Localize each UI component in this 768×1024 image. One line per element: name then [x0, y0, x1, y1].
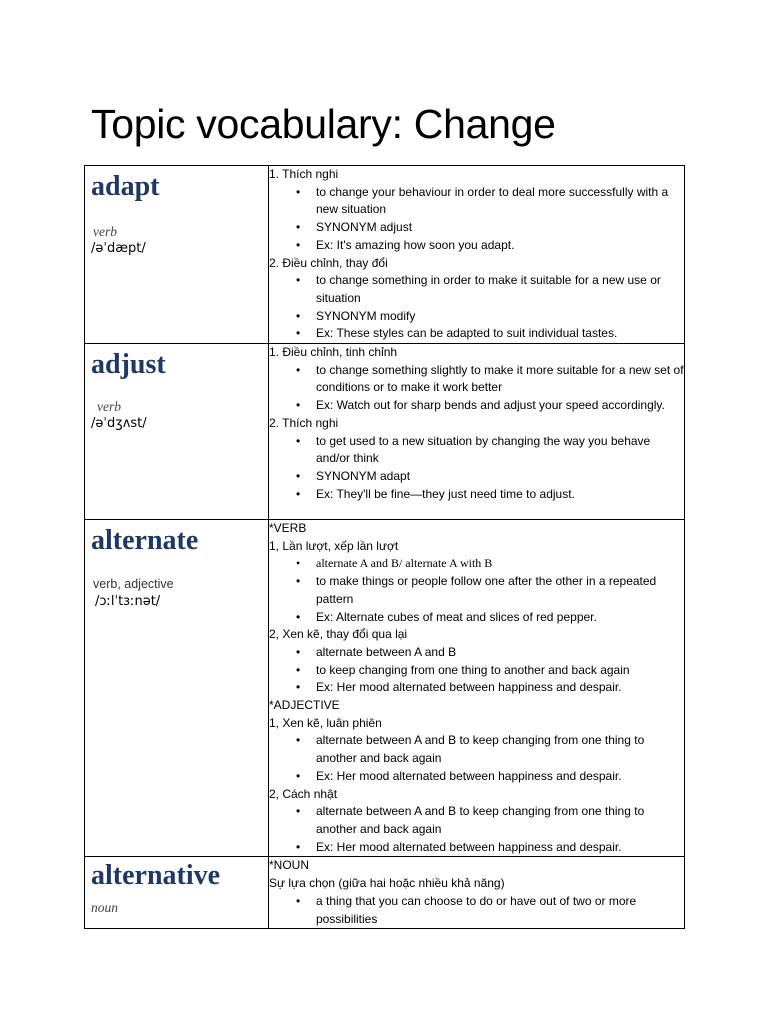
definition-bullet: • a thing that you can choose to do or have out of two or more possibilities: [269, 893, 684, 928]
definition-bullet: • to change something in order to make it suitable for a new use or situation: [269, 272, 684, 307]
part-of-speech: verb, adjective: [93, 577, 174, 592]
pronunciation: /əˈdæpt/: [91, 241, 146, 256]
sense-heading: 2, Xen kẽ, thay đổi qua lại: [269, 627, 408, 642]
example-bullet: • Ex: Her mood alternated between happiness and despair.: [269, 768, 684, 786]
sense-heading: 1, Xen kẽ, luân phiên: [269, 715, 382, 730]
definition-bullet: • to change your behaviour in order to deal more successfully with a new situation: [269, 184, 684, 219]
definition-list: [269, 893, 684, 928]
definition-list: [269, 433, 684, 504]
headword: adjust: [91, 349, 166, 381]
part-of-speech-heading: *VERB: [269, 521, 307, 536]
definition-list: [269, 803, 684, 856]
pronunciation: /ɔːlˈtɜːnət/: [95, 594, 161, 610]
example-bullet: • Ex: Alternate cubes of meat and slices of red pepper.: [269, 609, 684, 627]
definition-cell: [269, 344, 685, 520]
part-of-speech: verb: [93, 224, 117, 239]
definition-list: [269, 362, 684, 415]
headword: adapt: [91, 171, 160, 202]
example-bullet: • Ex: These styles can be adapted to suit individual tastes.: [269, 325, 684, 343]
example-bullet: • Ex: Her mood alternated between happiness and despair.: [269, 839, 684, 857]
part-of-speech: noun: [91, 900, 118, 916]
definition-bullet: • to keep changing from one thing to another and back again: [269, 662, 684, 680]
page-title: Topic vocabulary: Change: [91, 101, 556, 147]
vocab-row-alternate: [85, 520, 685, 857]
vocab-row-adapt: [85, 166, 685, 344]
headword: alternate: [91, 525, 199, 557]
definition-cell: [269, 166, 685, 344]
synonym-bullet: • SYNONYM adapt: [269, 468, 684, 486]
definition-bullet: • to change something slightly to make it more suitable for a new set of conditions or to make it work better: [269, 362, 684, 397]
definition-cell: [269, 520, 685, 857]
example-bullet: • Ex: Watch out for sharp bends and adjust your speed accordingly.: [269, 397, 684, 415]
word-cell: [85, 857, 269, 929]
sense-heading: 2. Thích nghi: [269, 415, 339, 430]
definition-list: [269, 184, 684, 255]
sense-heading: 1. Thích nghi: [269, 167, 339, 181]
word-cell: [85, 166, 269, 344]
part-of-speech: verb: [97, 399, 121, 415]
example-bullet: • Ex: They'll be fine—they just need time to adjust.: [269, 486, 684, 504]
vocabulary-table: [84, 165, 685, 929]
pronunciation: /əˈdʒʌst/: [91, 416, 147, 432]
sense-heading: Sự lựa chọn (giữa hai hoặc nhiều khả năng): [269, 876, 505, 891]
definition-list: [269, 644, 684, 697]
sense-heading: 2. Điều chỉnh, thay đổi: [269, 255, 388, 270]
definition-bullet: • alternate between A and B to keep changing from one thing to another and back again: [269, 732, 684, 767]
part-of-speech-heading: *NOUN: [269, 858, 310, 873]
example-bullet: • Ex: It's amazing how soon you adapt.: [269, 237, 684, 255]
word-cell: [85, 520, 269, 857]
definition-list: [269, 732, 684, 785]
word-cell: [85, 344, 269, 520]
synonym-bullet: • SYNONYM modify: [269, 308, 684, 326]
definition-list: [269, 555, 684, 626]
vocab-row-adjust: [85, 344, 685, 520]
synonym-bullet: • SYNONYM adjust: [269, 219, 684, 237]
headword: alternative: [91, 860, 221, 892]
definition-bullet: • to get used to a new situation by changing the way you behave and/or think: [269, 433, 684, 468]
definition-list: [269, 272, 684, 343]
example-bullet: • Ex: Her mood alternated between happiness and despair.: [269, 679, 684, 697]
sense-heading: 1, Lần lượt, xếp lần lượt: [269, 538, 399, 553]
definition-bullet: • to make things or people follow one after the other in a repeated pattern: [269, 573, 684, 608]
pattern-bullet: • alternate A and B/ alternate A with B: [269, 555, 684, 573]
sense-heading: 2, Cách nhật: [269, 786, 338, 801]
definition-cell: [269, 857, 685, 929]
sense-heading: 1. Điều chỉnh, tinh chỉnh: [269, 345, 398, 360]
definition-bullet: • alternate between A and B to keep changing from one thing to another and back again: [269, 803, 684, 838]
part-of-speech-heading: *ADJECTIVE: [269, 698, 340, 713]
pattern-bullet: • alternate between A and B: [269, 644, 684, 662]
vocab-row-alternative: [85, 857, 685, 929]
